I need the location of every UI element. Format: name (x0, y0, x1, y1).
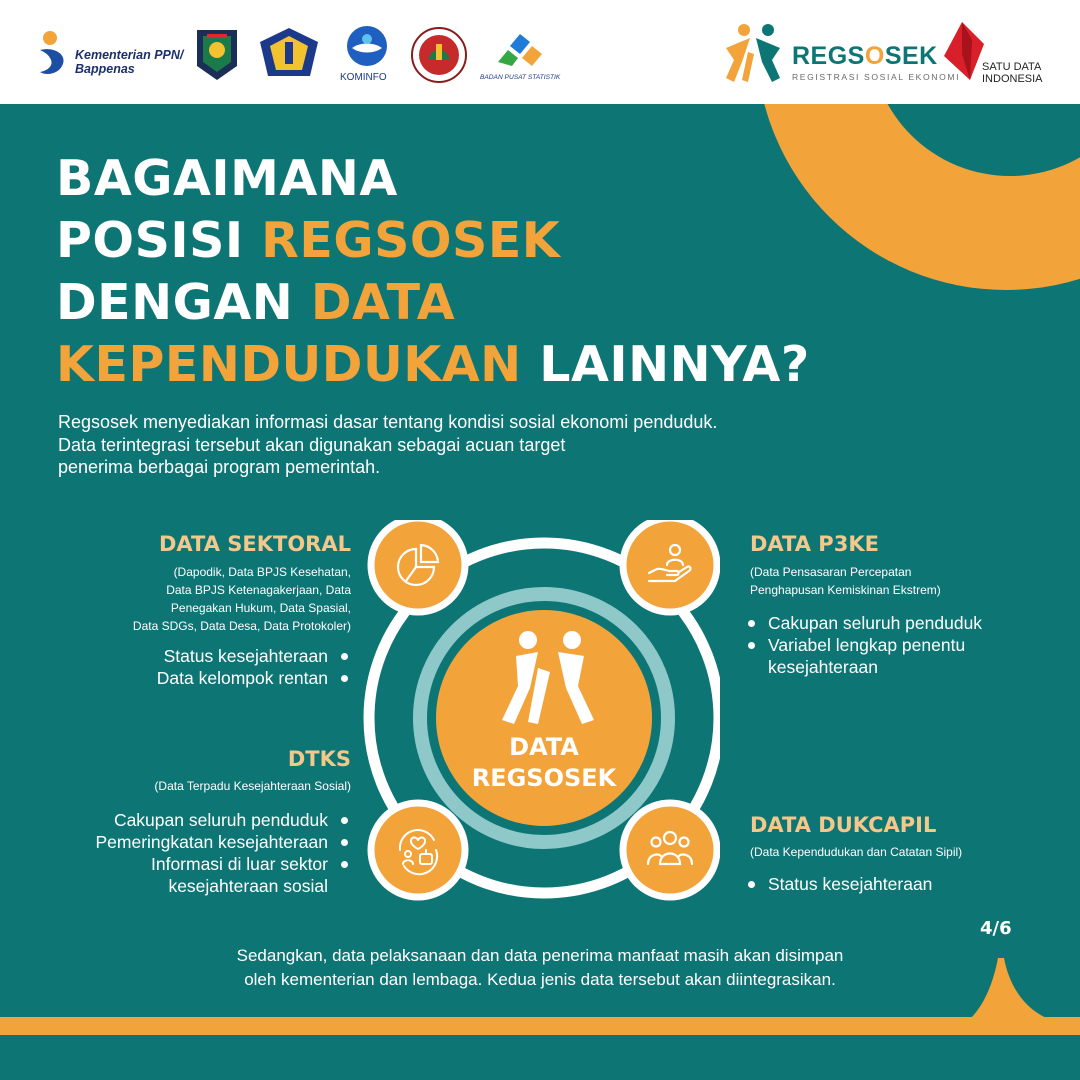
satu-data-line2: INDONESIA (982, 73, 1043, 85)
sektoral-sub-line: Penegakan Hukum, Data Spasial, (170, 601, 351, 615)
dtks-title: DTKS (287, 747, 351, 771)
main-title (56, 148, 810, 396)
page-indicator: 4/6 (980, 918, 1012, 939)
bps-label: BADAN PUSAT STATISTIK (480, 74, 561, 81)
list-item (95, 809, 350, 831)
title-line-1: BAGAIMANA (56, 150, 398, 207)
title-line-3 (56, 272, 810, 334)
kemenkeu-emblem-icon (258, 26, 320, 82)
kominfo-logo-icon (344, 24, 390, 68)
bullet-text: Cakupan seluruh penduduk (113, 810, 328, 830)
intro-line-3: penerima berbagai program pemerintah. (58, 457, 381, 477)
dtks-bullets (95, 809, 350, 897)
footer-line-2: oleh kementerian dan lembaga. Kedua jenis data tersebut akan diintegrasikan. (244, 970, 836, 989)
dukcapil-title: DATA DUKCAPIL (750, 813, 937, 837)
intro-paragraph (58, 411, 878, 479)
community-care-icon (392, 824, 444, 876)
dtks-sub-line: (Data Terpadu Kesejahteraan Sosial) (154, 779, 351, 793)
sektoral-bullets (157, 645, 350, 689)
sektoral-subtitle (133, 563, 351, 635)
list-item (95, 831, 350, 853)
intro-line-1: Regsosek menyediakan informasi dasar tentang kondisi sosial ekonomi penduduk. (58, 412, 718, 432)
center-label-line2: REGSOSEK (471, 764, 617, 792)
bullet-continuation: kesejahteraan sosial (168, 876, 328, 896)
hand-person-icon (645, 541, 695, 589)
p3ke-subtitle (750, 563, 941, 599)
regsosek-word-c: SEK (884, 42, 938, 70)
title-line-2b: REGSOSEK (261, 212, 561, 269)
bullet-continuation: kesejahteraan (768, 657, 878, 677)
p3ke-title: DATA P3KE (750, 532, 879, 556)
list-item (157, 645, 350, 667)
bps-logo-icon (492, 28, 548, 70)
regsosek-wordmark (792, 42, 938, 71)
dtks-subtitle (154, 777, 351, 795)
dukcapil-bullets (746, 873, 932, 895)
p3ke-bullets (746, 612, 982, 678)
bappenas-logo-icon (36, 28, 72, 78)
kemensos-emblem-icon (410, 26, 468, 84)
ministry-name (75, 48, 183, 76)
logo-header (0, 0, 1080, 104)
bullet-text: Informasi di luar sektor (150, 854, 328, 874)
regsosek-logo-icon (722, 22, 784, 84)
bullet-text: Status kesejahteraan (163, 646, 328, 666)
p3ke-sub-line: Penghapusan Kemiskinan Ekstrem) (750, 583, 941, 597)
regsosek-word-a: REGS (792, 42, 865, 70)
title-line-3b: DATA (310, 274, 456, 331)
sektoral-sub-line: Data SDGs, Data Desa, Data Protokoler) (132, 619, 351, 633)
title-line-2 (56, 210, 810, 272)
bullet-text: Variabel lengkap penentu (768, 635, 966, 655)
bullet-text: Data kelompok rentan (156, 668, 328, 688)
center-label-line1: DATA (509, 733, 579, 761)
regsosek-subtitle: REGISTRASI SOSIAL EKONOMI (792, 72, 961, 82)
title-line-2a: POSISI (56, 212, 262, 269)
list-item (95, 853, 350, 897)
footer-line-1: Sedangkan, data pelaksanaan dan data penerima manfaat masih akan disimpan (236, 946, 844, 965)
ministry-line1: Kementerian PPN/ (75, 48, 184, 62)
sektoral-sub-line: (Dapodik, Data BPJS Kesehatan, (173, 565, 351, 579)
satu-data-logo-icon (940, 20, 986, 84)
satu-data-label (982, 61, 1043, 85)
list-item (157, 667, 350, 689)
regsosek-word-b: O (864, 42, 885, 70)
sektoral-title: DATA SEKTORAL (158, 532, 351, 556)
people-group-icon (645, 826, 695, 872)
title-line-4a: KEPENDUDUKAN (56, 336, 522, 393)
title-line-4 (56, 334, 810, 396)
p3ke-sub-line: (Data Pensasaran Percepatan (750, 565, 912, 579)
dukcapil-subtitle (750, 843, 962, 861)
center-label (436, 732, 652, 794)
bottom-accent-bar (0, 1017, 1080, 1035)
pie-chart-icon (394, 541, 442, 589)
sektoral-sub-line: Data BPJS Ketenagakerjaan, Data (166, 583, 351, 597)
satu-data-line1: SATU DATA (982, 61, 1042, 73)
regsosek-figure-icon (498, 628, 598, 728)
title-line-4b: LAINNYA? (521, 336, 810, 393)
bullet-text: Pemeringkatan kesejahteraan (95, 832, 328, 852)
intro-line-2: Data terintegrasi tersebut akan digunakan sebagai acuan target (58, 434, 566, 455)
list-item (746, 873, 932, 895)
ministry-line2: Bappenas (75, 62, 135, 76)
bullet-text: Cakupan seluruh penduduk (768, 613, 983, 633)
bullet-text: Status kesejahteraan (768, 874, 933, 894)
title-line-3a: DENGAN (56, 274, 311, 331)
kominfo-label: KOMINFO (340, 72, 387, 83)
dukcapil-sub-line: (Data Kependudukan dan Catatan Sipil) (750, 845, 963, 859)
list-item (746, 612, 982, 634)
footer-note (120, 944, 960, 992)
kemendagri-emblem-icon (193, 28, 241, 82)
list-item (746, 634, 982, 678)
